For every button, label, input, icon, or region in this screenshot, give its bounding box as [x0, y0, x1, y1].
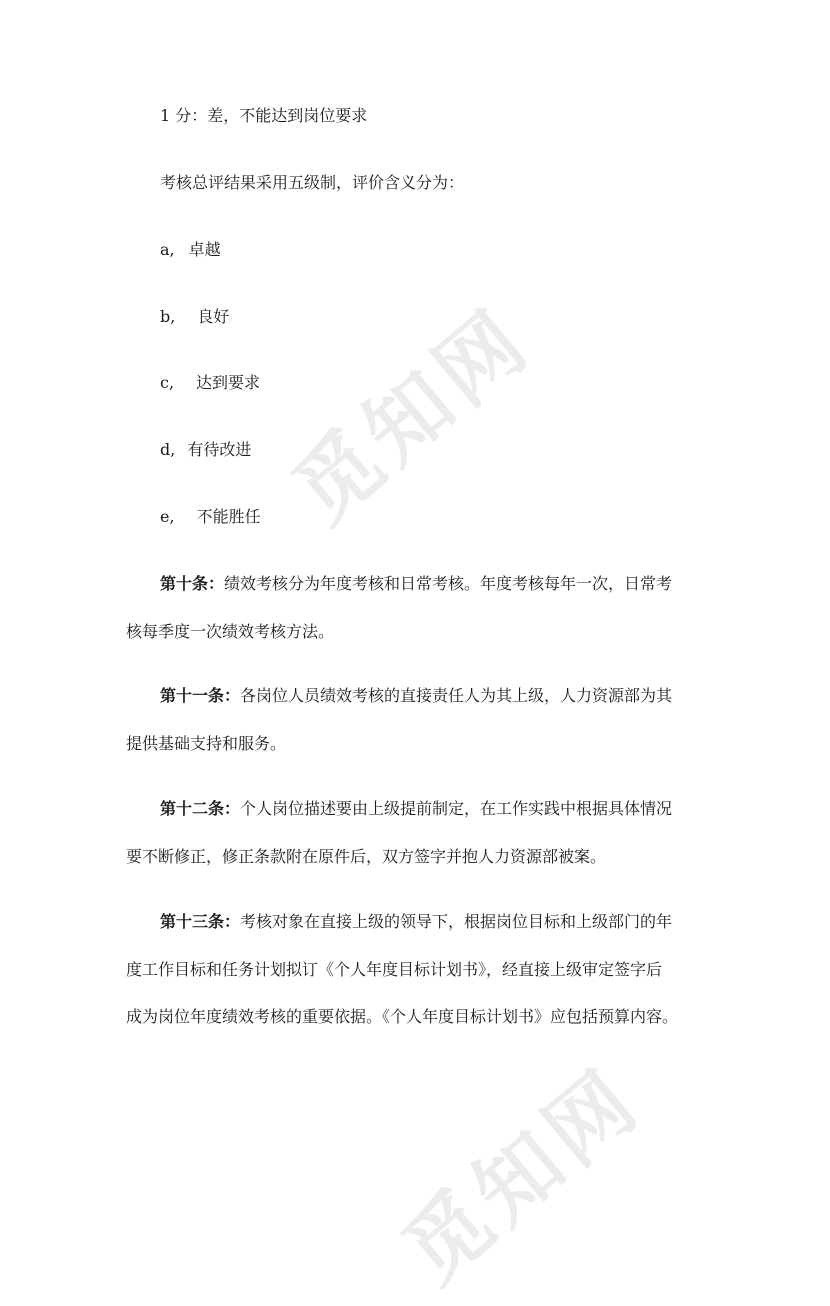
article-12	[160, 799, 672, 819]
level-marker: e,	[160, 507, 175, 526]
article-title: 第十一条：	[160, 686, 241, 705]
level-item	[160, 240, 221, 260]
article-11	[160, 686, 672, 706]
scale-one-point: 1 分：差，不能达到岗位要求	[160, 106, 368, 125]
level-text: 卓越	[188, 240, 221, 259]
article-title: 第十三条：	[160, 912, 241, 931]
article-text: 绩效考核分为年度考核和日常考核。年度考核每年一次，日常考	[224, 574, 673, 593]
article-text: 要不断修正，修正条款附在原件后，双方签字并抱人力资源部被案。	[126, 847, 607, 866]
level-item	[160, 440, 251, 460]
level-text: 达到要求	[196, 373, 261, 392]
level-item	[160, 507, 261, 527]
level-marker: c,	[160, 373, 175, 392]
article-text: 核每季度一次绩效考核方法。	[126, 622, 335, 641]
level-marker: d,	[160, 440, 176, 459]
level-item	[160, 373, 260, 393]
watermark: 觅知网	[384, 1049, 660, 1302]
level-text: 有待改进	[187, 440, 252, 459]
article-13	[160, 912, 672, 932]
level-marker: b,	[160, 307, 176, 326]
article-10	[160, 574, 672, 594]
article-text: 度工作目标和任务计划拟订《个人年度目标计划书》，经直接上级审定签字后	[126, 960, 663, 979]
article-text: 提供基础支持和服务。	[126, 734, 287, 753]
article-text: 个人岗位描述要由上级提前制定，在工作实践中根据具体情况	[240, 799, 673, 818]
watermark: 觅知网	[274, 289, 550, 542]
article-text: 成为岗位年度绩效考核的重要依据。《个人年度目标计划书》应包括预算内容。	[126, 1007, 679, 1026]
level-marker: a,	[160, 240, 175, 259]
article-title: 第十二条：	[160, 799, 241, 818]
article-title: 第十条：	[160, 574, 225, 593]
level-text: 不能胜任	[196, 507, 261, 526]
scale-intro: 考核总评结果采用五级制，评价含义分为：	[160, 173, 465, 192]
level-item	[160, 307, 229, 327]
level-text: 良好	[197, 307, 230, 326]
article-text: 考核对象在直接上级的领导下，根据岗位目标和上级部门的年	[240, 912, 673, 931]
article-text: 各岗位人员绩效考核的直接责任人为其上级，人力资源部为其	[240, 686, 673, 705]
